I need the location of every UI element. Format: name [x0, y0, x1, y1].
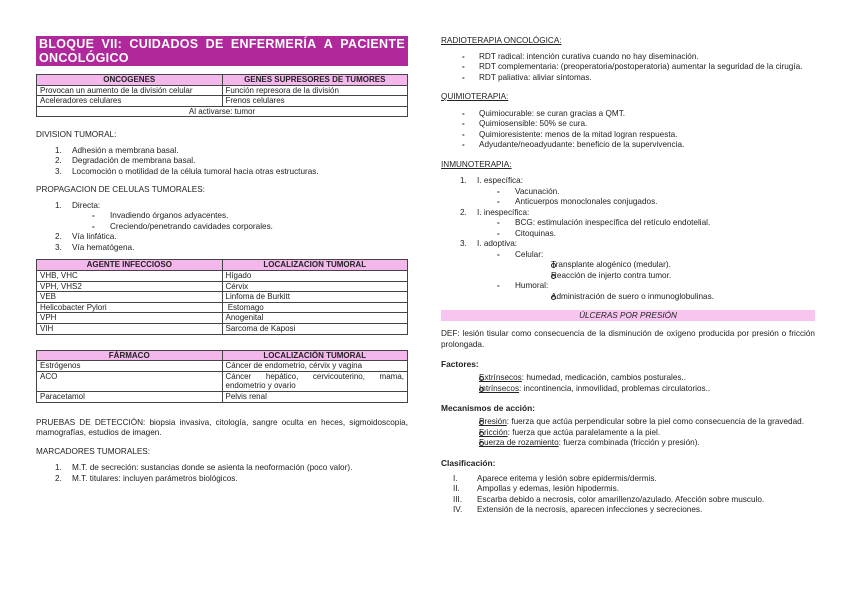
list-item: - Adyudante/neoadyudante: beneficio de la supervivencia.	[441, 140, 815, 151]
table-cell: Aceleradores celulares	[37, 96, 223, 107]
table-cell: VIH	[37, 323, 223, 334]
table-cell: Paracetamol	[37, 391, 223, 402]
list-item: - Anticuerpos monoclonales conjugados.	[441, 197, 815, 208]
title-word: PACIENTE	[340, 37, 405, 51]
table-cell: VPH, VHS2	[37, 281, 223, 292]
list-item: Extrínsecos: humedad, medicación, cambios posturales..	[441, 373, 815, 384]
table-cell: Cáncer de endometrio, cérvix y vagina	[222, 361, 408, 372]
table-header: LOCALIZACION TUMORAL	[222, 260, 408, 271]
farmaco-table	[36, 350, 408, 403]
list-item: - Quimiocurable: se curan gracias a QMT.	[441, 109, 815, 120]
radio-heading: RADIOTERAPIA ONCOLÓGICA:	[441, 36, 562, 45]
table-row	[37, 96, 408, 107]
list-item: - Celular:	[441, 250, 815, 261]
propagacion-list	[36, 201, 408, 212]
list-item: Intrínsecos: incontinencia, inmovilidad, problemas circulatorios..	[441, 384, 815, 395]
list-item: - RDT complementaria: (preoperatoria/postoperatoria) aumentar la seguridad de la cirugía.	[441, 62, 815, 73]
clasificacion-heading: Clasificación:	[441, 457, 496, 468]
table-cell: VHB, VHC	[37, 270, 223, 281]
inmuno-list	[441, 176, 815, 187]
list-item: - Humoral:	[441, 281, 815, 292]
inmuno-sublist	[441, 187, 815, 208]
list-item: 1. I. específica:	[460, 176, 523, 185]
list-item: 3. Vía hematógena.	[55, 242, 135, 252]
title-line2: ONCOLÓGICO	[39, 51, 129, 65]
table-row	[37, 313, 408, 324]
table-cell: Función represora de la división	[222, 85, 408, 96]
table-cell: Linfoma de Burkitt	[222, 292, 408, 303]
table-header: AGENTE INFECCIOSO	[37, 260, 223, 271]
marcadores-list	[36, 463, 408, 484]
table-row	[37, 391, 408, 402]
list-item: III. Escarba debido a necrosis, color amarillenzo/azulado. Afección sobre musculo.	[453, 494, 765, 504]
list-item: 1. M.T. de secreción: sustancias donde se asienta la neoformación (poco valor).	[55, 463, 353, 472]
list-item: 3. Locomoción o motilidad de la célula tumoral hacia otras estructuras.	[55, 166, 319, 176]
radio-list	[441, 52, 815, 84]
clasificacion-list	[441, 474, 815, 516]
list-item: - RDT paliativa: aliviar síntomas.	[441, 73, 815, 84]
celular-list	[441, 260, 815, 281]
list-item: 3. I. adoptiva:	[460, 239, 518, 248]
title-word: BLOQUE	[39, 37, 95, 51]
table-row	[37, 323, 408, 334]
factores-heading: Factores:	[441, 359, 479, 369]
inmuno-heading: INMUNOTERAPIA:	[441, 159, 512, 169]
title-word: A	[323, 37, 334, 51]
title-word: DE	[205, 37, 224, 51]
propagacion-list-cont	[36, 232, 408, 253]
table-header: LOCALIZACIÓN TUMORAL	[222, 350, 408, 361]
table-cell: Hígado	[222, 270, 408, 281]
list-item: - Invadiendo órganos adyacentes.	[36, 211, 408, 222]
celular-group	[441, 250, 815, 261]
table-row	[37, 281, 408, 292]
propagacion-sublist	[36, 211, 408, 232]
list-item: Presión: fuerza que actúa perpendicular sobre la piel como consecuencia de la gravedad.	[441, 417, 815, 428]
table-header: FÁRMACO	[37, 350, 223, 361]
quimio-heading: QUIMIOTERAPIA:	[441, 92, 509, 101]
humoral-list	[441, 292, 815, 303]
table-cell: Sarcoma de Kaposi	[222, 323, 408, 334]
humoral-group	[441, 281, 815, 292]
genes-table	[36, 74, 408, 117]
list-item: Transplante alogénico (medular).	[441, 260, 815, 271]
division-heading: DIVISION TUMORAL:	[36, 130, 117, 140]
list-item: I. Aparece eritema y lesión sobre epidermis/dermis.	[453, 473, 657, 483]
ulceras-banner: ÚLCERAS POR PRESIÓN	[441, 310, 815, 321]
table-cell: VEB	[37, 292, 223, 303]
list-item: 2. I. inespecífica:	[460, 207, 530, 217]
list-item: - BCG: estimulación inespecífica del retículo endotelial.	[441, 218, 815, 229]
table-cell: VPH	[37, 313, 223, 324]
table-row	[37, 106, 408, 117]
list-item: II. Ampollas y edemas, lesión hipodermis.	[453, 484, 619, 493]
inmuno-list-2	[441, 208, 815, 219]
list-item: - Creciendo/penetrando cavidades corporales.	[36, 222, 408, 233]
table-cell: Helicobacter Pylori	[37, 302, 223, 313]
table-cell: Cérvix	[222, 281, 408, 292]
agente-table	[36, 259, 408, 334]
list-item: 1. Adhesión a membrana basal.	[55, 145, 179, 155]
table-row	[37, 292, 408, 303]
division-list	[36, 146, 408, 178]
list-item: Administración de suero o inmunoglobulinas.	[441, 292, 815, 303]
pruebas-text: PRUEBAS DE DETECCIÓN: biopsia invasiva, citología, sangre oculta en heces, sigmoidoscopia, mamografías, estudios de imagen.	[36, 417, 408, 437]
table-footer: Al activarse: tumor	[37, 106, 408, 117]
mecanismos-list	[441, 417, 815, 449]
table-cell: Pelvis renal	[222, 391, 408, 402]
inmuno-list-3	[441, 239, 815, 250]
table-row	[37, 270, 408, 281]
mecanismos-heading: Mecanismos de acción:	[441, 403, 536, 413]
marcadores-heading: MARCADORES TUMORALES:	[36, 446, 151, 456]
list-item: - Vacunación.	[441, 187, 815, 198]
propagacion-heading: PROPAGACION DE CELULAS TUMORALES:	[36, 185, 205, 195]
table-cell: Provocan un aumento de la división celular	[37, 85, 223, 96]
table-row	[37, 361, 408, 372]
table-cell: Cáncer hepático, cervicouterino, mama, endometrio y ovario	[222, 371, 408, 391]
table-row	[37, 302, 408, 313]
table-header: GENES SUPRESORES DE TUMORES	[222, 75, 408, 86]
factores-list	[441, 373, 815, 394]
table-cell: Anogenital	[222, 313, 408, 324]
title-word: ENFERMERÍA	[230, 37, 317, 51]
quimio-list	[441, 109, 815, 151]
table-header: ONCOGENES	[37, 75, 223, 86]
list-item: 2. Degradación de membrana basal.	[55, 156, 196, 166]
table-cell: Estomago	[222, 302, 408, 313]
list-item: - Quimioresistente: menos de la mitad logran respuesta.	[441, 130, 815, 141]
table-cell: Frenos celulares	[222, 96, 408, 107]
list-item: - Quimiosensible: 50% se cura.	[441, 119, 815, 130]
list-item: 2. M.T. titulares: incluyen parámetros biológicos.	[55, 473, 238, 483]
table-cell: Estrógenos	[37, 361, 223, 372]
list-item: Fricción: fuerza que actúa paralelamente a la piel.	[441, 428, 815, 439]
left-column	[36, 0, 408, 484]
table-row	[37, 85, 408, 96]
title-word: VII:	[101, 37, 123, 51]
table-cell: ACO	[37, 371, 223, 391]
page-title	[36, 36, 408, 66]
list-item: IV. Extensión de la necrosis, aparecen infecciones y secreciones.	[453, 505, 703, 514]
list-item: 1. Directa:	[55, 200, 101, 210]
table-row	[37, 371, 408, 391]
right-column	[441, 0, 815, 516]
list-item: Reacción de injerto contra tumor.	[441, 271, 815, 282]
list-item: 2. Vía linfática.	[55, 232, 117, 242]
list-item: - RDT radical: intención curativa cuando no hay diseminación.	[441, 52, 815, 63]
ulceras-def: DEF: lesión tisular como consecuencia de la disminución de oxígeno producida por presión o fricción prolongada.	[441, 329, 815, 349]
list-item: - Citoquinas.	[441, 229, 815, 240]
inmuno-sublist-2	[441, 218, 815, 239]
list-item: Fuerza de rozamiento: fuerza combinada (fricción y presión).	[441, 438, 815, 449]
title-word: CUIDADOS	[129, 37, 199, 51]
